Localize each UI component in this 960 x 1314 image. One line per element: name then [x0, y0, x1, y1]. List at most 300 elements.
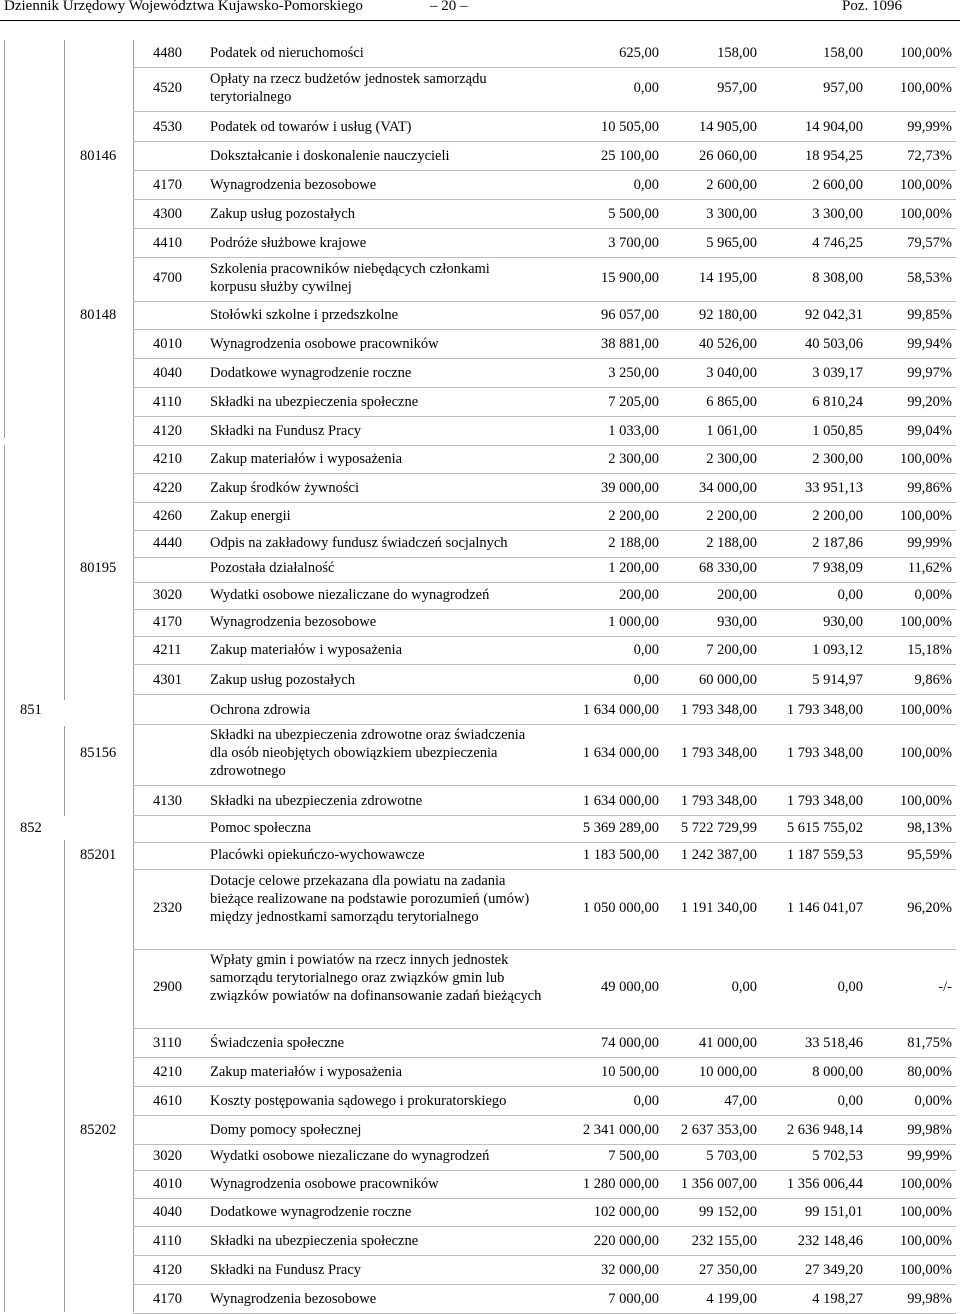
description: Składki na ubezpieczenia społeczne — [210, 394, 419, 410]
paragraf-code: 2320 — [153, 900, 182, 916]
table-row — [0, 118, 960, 138]
plan-after-changes-value: 1 793 348,00 — [680, 793, 757, 809]
plan-after-changes-value: 5 965,00 — [706, 235, 757, 251]
description: Zakup materiałów i wyposażenia — [210, 451, 403, 467]
paragraf-code: 4530 — [153, 119, 182, 135]
row-separator — [133, 582, 956, 583]
plan-after-changes-value: 7 200,00 — [706, 642, 757, 658]
plan-after-changes-value: 26 060,00 — [699, 148, 757, 164]
description: Wynagrodzenia osobowe pracowników — [210, 336, 439, 352]
execution-percent: 58,53% — [907, 270, 952, 286]
row-separator — [133, 445, 956, 446]
execution-percent: 100,00% — [900, 1233, 952, 1249]
execution-value: 957,00 — [823, 80, 863, 96]
table-row — [0, 534, 960, 554]
paragraf-code: 3110 — [153, 1035, 182, 1051]
execution-value: 33 518,46 — [805, 1035, 863, 1051]
execution-percent: 99,85% — [907, 307, 952, 323]
plan-value: 5 369 289,00 — [582, 820, 659, 836]
plan-value: 1 183 500,00 — [582, 847, 659, 863]
plan-after-changes-value: 41 000,00 — [699, 1035, 757, 1051]
execution-percent: 81,75% — [907, 1035, 952, 1051]
execution-value: 0,00 — [837, 979, 863, 995]
description: Wpłaty gmin i powiatów na rzecz innych jednostek samorządu terytorialnego oraz związków gmin lub związków powiatów na dofinansowanie zadań bieżących — [210, 952, 542, 1004]
execution-value: 232 148,46 — [797, 1233, 863, 1249]
plan-after-changes-value: 158,00 — [717, 45, 757, 61]
plan-after-changes-value: 4 199,00 — [706, 1291, 757, 1307]
plan-after-changes-value: 2 200,00 — [706, 508, 757, 524]
execution-percent: 72,73% — [907, 148, 952, 164]
description: Składki na Fundusz Pracy — [210, 423, 362, 439]
paragraf-code: 4210 — [153, 1064, 182, 1080]
execution-percent: 99,98% — [907, 1291, 952, 1307]
row-separator — [133, 301, 956, 302]
execution-value: 99 151,01 — [805, 1204, 863, 1220]
paragraf-code: 4410 — [153, 235, 182, 251]
plan-value: 2 188,00 — [608, 535, 659, 551]
execution-percent: 99,86% — [907, 480, 952, 496]
plan-after-changes-value: 34 000,00 — [699, 480, 757, 496]
paragraf-code: 4010 — [153, 336, 182, 352]
execution-percent: 0,00% — [914, 587, 952, 603]
description: Ochrona zdrowia — [210, 702, 311, 718]
description: Wynagrodzenia osobowe pracowników — [210, 1176, 439, 1192]
plan-value: 96 057,00 — [601, 307, 659, 323]
plan-after-changes-value: 47,00 — [724, 1093, 757, 1109]
paragraf-code: 4520 — [153, 80, 182, 96]
plan-value: 2 300,00 — [608, 451, 659, 467]
plan-after-changes-value: 14 195,00 — [699, 270, 757, 286]
paragraf-code: 4120 — [153, 423, 182, 439]
row-separator — [133, 1284, 956, 1285]
plan-value: 25 100,00 — [601, 148, 659, 164]
table-row — [0, 306, 960, 326]
table-row — [0, 671, 960, 691]
paragraf-code: 4110 — [153, 1233, 182, 1249]
page-number: – 20 – — [430, 0, 468, 14]
row-separator — [133, 329, 956, 330]
description: Dodatkowe wynagrodzenie roczne — [210, 1204, 412, 1220]
plan-after-changes-value: 99 152,00 — [699, 1204, 757, 1220]
plan-value: 102 000,00 — [593, 1204, 659, 1220]
plan-after-changes-value: 1 242 387,00 — [680, 847, 757, 863]
execution-percent: 0,00% — [914, 1093, 952, 1109]
table-row — [0, 364, 960, 384]
paragraf-code: 4210 — [153, 451, 182, 467]
paragraf-code: 4220 — [153, 480, 182, 496]
row-separator — [133, 530, 956, 531]
paragraf-code: 4610 — [153, 1093, 182, 1109]
description: Szkolenia pracowników niebędących członkami korpusu służby cywilnej — [210, 261, 490, 295]
execution-percent: 100,00% — [900, 1204, 952, 1220]
execution-value: 14 904,00 — [805, 119, 863, 135]
description: Wydatki osobowe niezaliczane do wynagrodzeń — [210, 587, 490, 603]
description: Domy pomocy społecznej — [210, 1122, 362, 1138]
row-separator — [133, 387, 956, 388]
plan-value: 15 900,00 — [601, 270, 659, 286]
execution-value: 7 938,09 — [812, 560, 863, 576]
execution-percent: 100,00% — [900, 508, 952, 524]
description: Opłaty na rzecz budżetów jednostek samorządu terytorialnego — [210, 71, 487, 105]
row-separator — [133, 358, 956, 359]
rozdzial-code: 85202 — [80, 1122, 117, 1138]
execution-percent: 100,00% — [900, 1262, 952, 1278]
table-row — [0, 1121, 960, 1141]
table-row — [0, 450, 960, 470]
execution-value: 92 042,31 — [805, 307, 863, 323]
execution-percent: 9,86% — [914, 672, 952, 688]
row-separator — [133, 473, 956, 474]
paragraf-code: 4170 — [153, 177, 182, 193]
description: Podatek od nieruchomości — [210, 45, 364, 61]
position-number: Poz. 1096 — [842, 0, 902, 14]
execution-percent: 95,59% — [907, 847, 952, 863]
execution-percent: 100,00% — [900, 80, 952, 96]
execution-value: 6 810,24 — [812, 394, 863, 410]
plan-value: 2 341 000,00 — [582, 1122, 659, 1138]
row-separator — [133, 502, 956, 503]
plan-after-changes-value: 5 703,00 — [706, 1148, 757, 1164]
table-row — [0, 205, 960, 225]
execution-percent: 99,20% — [907, 394, 952, 410]
table-row — [0, 641, 960, 661]
plan-value: 1 033,00 — [608, 423, 659, 439]
table-row — [0, 819, 960, 839]
plan-value: 38 881,00 — [601, 336, 659, 352]
plan-after-changes-value: 10 000,00 — [699, 1064, 757, 1080]
row-separator — [133, 1144, 956, 1145]
plan-value: 0,00 — [633, 642, 659, 658]
execution-percent: 100,00% — [900, 206, 952, 222]
description: Świadczenia społeczne — [210, 1035, 345, 1051]
rozdzial-code: 85201 — [80, 847, 117, 863]
description: Zakup usług pozostałych — [210, 672, 355, 688]
table-row — [0, 872, 960, 946]
execution-percent: 15,18% — [907, 642, 952, 658]
paragraf-code: 4211 — [153, 642, 182, 658]
plan-value: 10 500,00 — [601, 1064, 659, 1080]
table-row — [0, 1147, 960, 1167]
row-separator — [133, 557, 956, 558]
paragraf-code: 4300 — [153, 206, 182, 222]
execution-percent: 99,04% — [907, 423, 952, 439]
table-row — [0, 586, 960, 606]
table-row — [0, 393, 960, 413]
execution-value: 1 050,85 — [812, 423, 863, 439]
plan-after-changes-value: 92 180,00 — [699, 307, 757, 323]
plan-value: 3 700,00 — [608, 235, 659, 251]
plan-value: 74 000,00 — [601, 1035, 659, 1051]
execution-percent: 99,97% — [907, 365, 952, 381]
row-separator — [133, 1086, 956, 1087]
table-row — [0, 260, 960, 298]
description: Dotacje celowe przekazana dla powiatu na zadania bieżące realizowane na podstawie porozumień (umów) między jednostkami samorządu terytorialnego — [210, 873, 530, 925]
plan-value: 1 200,00 — [608, 560, 659, 576]
plan-after-changes-value: 68 330,00 — [699, 560, 757, 576]
table-row — [0, 234, 960, 254]
row-separator — [133, 636, 956, 637]
plan-after-changes-value: 60 000,00 — [699, 672, 757, 688]
plan-after-changes-value: 1 191 340,00 — [680, 900, 757, 916]
plan-value: 1 634 000,00 — [582, 702, 659, 718]
execution-value: 2 600,00 — [812, 177, 863, 193]
execution-percent: 100,00% — [900, 45, 952, 61]
plan-after-changes-value: 5 722 729,99 — [680, 820, 757, 836]
rozdzial-code: 80148 — [80, 307, 117, 323]
execution-value: 1 146 041,07 — [786, 900, 863, 916]
paragraf-code: 4700 — [153, 270, 182, 286]
row-separator — [133, 1028, 956, 1029]
table-row — [0, 422, 960, 442]
row-separator — [133, 67, 956, 68]
table-row — [0, 1261, 960, 1281]
plan-value: 7 500,00 — [608, 1148, 659, 1164]
table-row — [0, 1092, 960, 1112]
execution-percent: 98,13% — [907, 820, 952, 836]
execution-value: 2 300,00 — [812, 451, 863, 467]
row-separator — [133, 815, 956, 816]
plan-after-changes-value: 1 356 007,00 — [680, 1176, 757, 1192]
execution-value: 40 503,06 — [805, 336, 863, 352]
plan-value: 1 634 000,00 — [582, 793, 659, 809]
plan-after-changes-value: 0,00 — [731, 979, 757, 995]
execution-percent: 99,98% — [907, 1122, 952, 1138]
plan-value: 625,00 — [619, 45, 659, 61]
execution-value: 0,00 — [837, 587, 863, 603]
execution-value: 930,00 — [823, 614, 863, 630]
plan-after-changes-value: 2 188,00 — [706, 535, 757, 551]
execution-value: 33 951,13 — [805, 480, 863, 496]
execution-value: 2 187,86 — [812, 535, 863, 551]
row-separator — [133, 111, 956, 112]
row-separator — [133, 842, 956, 843]
row-separator — [133, 664, 956, 665]
description: Koszty postępowania sądowego i prokuratorskiego — [210, 1093, 507, 1109]
execution-value: 2 200,00 — [812, 508, 863, 524]
description: Składki na ubezpieczenia społeczne — [210, 1233, 419, 1249]
plan-after-changes-value: 3 300,00 — [706, 206, 757, 222]
row-separator — [133, 1115, 956, 1116]
paragraf-code: 2900 — [153, 979, 182, 995]
execution-percent: 99,99% — [907, 1148, 952, 1164]
row-separator — [133, 1226, 956, 1227]
execution-value: 2 636 948,14 — [786, 1122, 863, 1138]
page-header — [0, 0, 960, 21]
table-row — [0, 479, 960, 499]
row-separator — [133, 1057, 956, 1058]
row-separator — [133, 141, 956, 142]
plan-after-changes-value: 2 637 353,00 — [680, 1122, 757, 1138]
execution-percent: 100,00% — [900, 745, 952, 761]
plan-value: 200,00 — [619, 587, 659, 603]
table-row — [0, 951, 960, 1025]
description: Odpis na zakładowy fundusz świadczeń socjalnych — [210, 535, 508, 551]
execution-percent: 99,99% — [907, 119, 952, 135]
execution-percent: 100,00% — [900, 451, 952, 467]
rozdzial-code: 80146 — [80, 148, 117, 164]
execution-value: 4 198,27 — [812, 1291, 863, 1307]
plan-after-changes-value: 14 905,00 — [699, 119, 757, 135]
paragraf-code: 4170 — [153, 1291, 182, 1307]
description: Dokształcanie i doskonalenie nauczycieli — [210, 148, 450, 164]
execution-percent: 100,00% — [900, 177, 952, 193]
description: Zakup usług pozostałych — [210, 206, 355, 222]
execution-value: 18 954,25 — [805, 148, 863, 164]
execution-value: 158,00 — [823, 45, 863, 61]
paragraf-code: 4480 — [153, 45, 182, 61]
execution-value: 1 356 006,44 — [786, 1176, 863, 1192]
description: Wynagrodzenia bezosobowe — [210, 177, 377, 193]
description: Zakup energii — [210, 508, 291, 524]
table-row — [0, 1034, 960, 1054]
plan-after-changes-value: 957,00 — [717, 80, 757, 96]
dzial-code: 851 — [20, 702, 42, 718]
paragraf-code: 4130 — [153, 793, 182, 809]
plan-value: 49 000,00 — [601, 979, 659, 995]
plan-value: 0,00 — [633, 672, 659, 688]
table-row — [0, 507, 960, 527]
description: Stołówki szkolne i przedszkolne — [210, 307, 399, 323]
table-row — [0, 792, 960, 812]
execution-value: 1 793 348,00 — [786, 702, 863, 718]
row-separator — [133, 724, 956, 725]
execution-value: 3 039,17 — [812, 365, 863, 381]
table-row — [0, 176, 960, 196]
row-separator — [133, 609, 956, 610]
plan-value: 1 634 000,00 — [582, 745, 659, 761]
table-row — [0, 1203, 960, 1223]
row-separator — [133, 1255, 956, 1256]
table-row — [0, 147, 960, 167]
plan-value: 7 000,00 — [608, 1291, 659, 1307]
table-row — [0, 1175, 960, 1195]
plan-after-changes-value: 3 040,00 — [706, 365, 757, 381]
execution-value: 8 000,00 — [812, 1064, 863, 1080]
description: Składki na ubezpieczenia zdrowotne — [210, 793, 423, 809]
journal-title: Dziennik Urzędowy Województwa Kujawsko-Pomorskiego — [4, 0, 363, 14]
plan-after-changes-value: 2 300,00 — [706, 451, 757, 467]
row-separator — [133, 416, 956, 417]
execution-value: 5 702,53 — [812, 1148, 863, 1164]
execution-percent: 80,00% — [907, 1064, 952, 1080]
plan-after-changes-value: 1 061,00 — [706, 423, 757, 439]
plan-value: 2 200,00 — [608, 508, 659, 524]
execution-value: 8 308,00 — [812, 270, 863, 286]
plan-after-changes-value: 232 155,00 — [691, 1233, 757, 1249]
paragraf-code: 4260 — [153, 508, 182, 524]
table-row — [0, 335, 960, 355]
execution-value: 3 300,00 — [812, 206, 863, 222]
execution-value: 1 793 348,00 — [786, 793, 863, 809]
execution-value: 1 793 348,00 — [786, 745, 863, 761]
row-separator — [133, 170, 956, 171]
plan-after-changes-value: 27 350,00 — [699, 1262, 757, 1278]
plan-value: 1 280 000,00 — [582, 1176, 659, 1192]
paragraf-code: 4040 — [153, 365, 182, 381]
paragraf-code: 4440 — [153, 535, 182, 551]
execution-value: 1 093,12 — [812, 642, 863, 658]
description: Składki na Fundusz Pracy — [210, 1262, 362, 1278]
plan-value: 39 000,00 — [601, 480, 659, 496]
row-separator — [133, 869, 956, 870]
plan-value: 5 500,00 — [608, 206, 659, 222]
paragraf-code: 4040 — [153, 1204, 182, 1220]
plan-after-changes-value: 2 600,00 — [706, 177, 757, 193]
table-row — [0, 701, 960, 721]
table-row — [0, 1063, 960, 1083]
description: Wynagrodzenia bezosobowe — [210, 1291, 377, 1307]
paragraf-code: 4120 — [153, 1262, 182, 1278]
execution-percent: 11,62% — [907, 560, 952, 576]
execution-value: 27 349,20 — [805, 1262, 863, 1278]
plan-value: 3 250,00 — [608, 365, 659, 381]
description: Pozostała działalność — [210, 560, 335, 576]
rozdzial-code: 80195 — [80, 560, 117, 576]
plan-value: 0,00 — [633, 80, 659, 96]
plan-after-changes-value: 200,00 — [717, 587, 757, 603]
plan-value: 1 050 000,00 — [582, 900, 659, 916]
execution-value: 0,00 — [837, 1093, 863, 1109]
paragraf-code: 4010 — [153, 1176, 182, 1192]
plan-after-changes-value: 930,00 — [717, 614, 757, 630]
row-separator — [133, 199, 956, 200]
table-row — [0, 70, 960, 108]
plan-value: 10 505,00 — [601, 119, 659, 135]
dzial-code: 852 — [20, 820, 42, 836]
row-separator — [133, 949, 956, 950]
description: Zakup materiałów i wyposażenia — [210, 642, 403, 658]
description: Zakup środków żywności — [210, 480, 360, 496]
description: Placówki opiekuńczo-wychowawcze — [210, 847, 425, 863]
plan-value: 7 205,00 — [608, 394, 659, 410]
paragraf-code: 4110 — [153, 394, 182, 410]
plan-after-changes-value: 6 865,00 — [706, 394, 757, 410]
execution-value: 5 914,97 — [812, 672, 863, 688]
rozdzial-code: 85156 — [80, 745, 117, 761]
description: Zakup materiałów i wyposażenia — [210, 1064, 403, 1080]
table-row — [0, 1232, 960, 1252]
paragraf-code: 3020 — [153, 1148, 182, 1164]
description: Wynagrodzenia bezosobowe — [210, 614, 377, 630]
row-separator — [133, 785, 956, 786]
table-row — [0, 44, 960, 64]
table-row — [0, 846, 960, 866]
execution-percent: 100,00% — [900, 614, 952, 630]
description: Wydatki osobowe niezaliczane do wynagrodzeń — [210, 1148, 490, 1164]
table-row — [0, 1290, 960, 1310]
table-row — [0, 726, 960, 782]
execution-percent: 99,94% — [907, 336, 952, 352]
row-separator — [133, 228, 956, 229]
execution-value: 1 187 559,53 — [786, 847, 863, 863]
paragraf-code: 3020 — [153, 587, 182, 603]
description: Podróże służbowe krajowe — [210, 235, 367, 251]
table-row — [0, 613, 960, 633]
row-separator — [133, 257, 956, 258]
row-separator — [133, 1170, 956, 1171]
plan-value: 1 000,00 — [608, 614, 659, 630]
execution-percent: 79,57% — [907, 235, 952, 251]
row-separator — [133, 694, 956, 695]
execution-percent: -/- — [938, 979, 952, 995]
plan-value: 32 000,00 — [601, 1262, 659, 1278]
table-row — [0, 559, 960, 579]
execution-value: 4 746,25 — [812, 235, 863, 251]
execution-value: 5 615 755,02 — [786, 820, 863, 836]
execution-percent: 96,20% — [907, 900, 952, 916]
row-separator — [133, 1198, 956, 1199]
plan-after-changes-value: 1 793 348,00 — [680, 745, 757, 761]
